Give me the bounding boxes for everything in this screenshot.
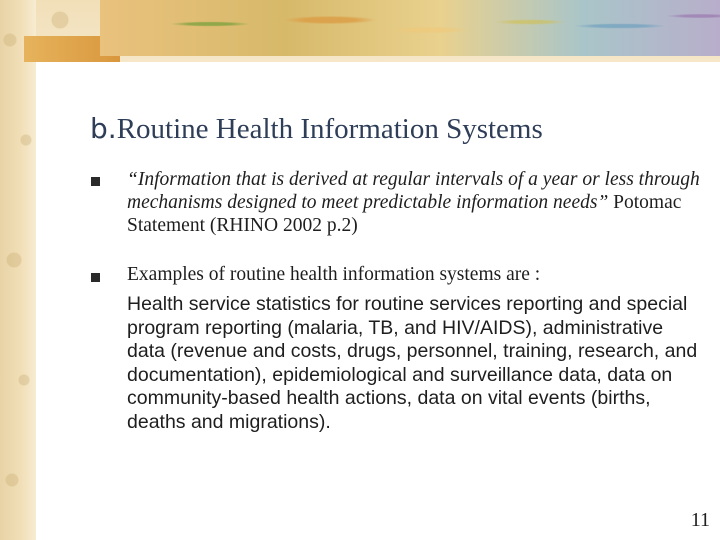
square-bullet-icon: [91, 273, 100, 282]
examples-details: Health service statistics for routine services reporting and special program reporting (malaria, TB, and HIV/AIDS), administrative data (revenue and costs, drugs, personnel, training, research, and documentation), epidemiological and surveillance data, data on community-based health actions, data on vital events (births, deaths and migrations).: [127, 293, 698, 433]
title-text: Routine Health Information Systems: [116, 113, 543, 145]
square-bullet-icon: [91, 177, 100, 186]
slide-title: [90, 112, 543, 146]
definition-quote: “Information that is derived at regular intervals of a year or less through mechanisms designed to meet predictable information needs”: [127, 169, 700, 213]
decorative-banner-image: [100, 0, 720, 56]
definition-text: [127, 168, 707, 237]
examples-intro: Examples of routine health information systems are :: [127, 264, 541, 285]
page-number: 11: [690, 509, 710, 531]
definition-citation: Potomac Statement (RHINO 2002 p.2): [127, 192, 682, 236]
title-prefix: b.: [90, 112, 117, 145]
parchment-left-border: [0, 0, 36, 540]
